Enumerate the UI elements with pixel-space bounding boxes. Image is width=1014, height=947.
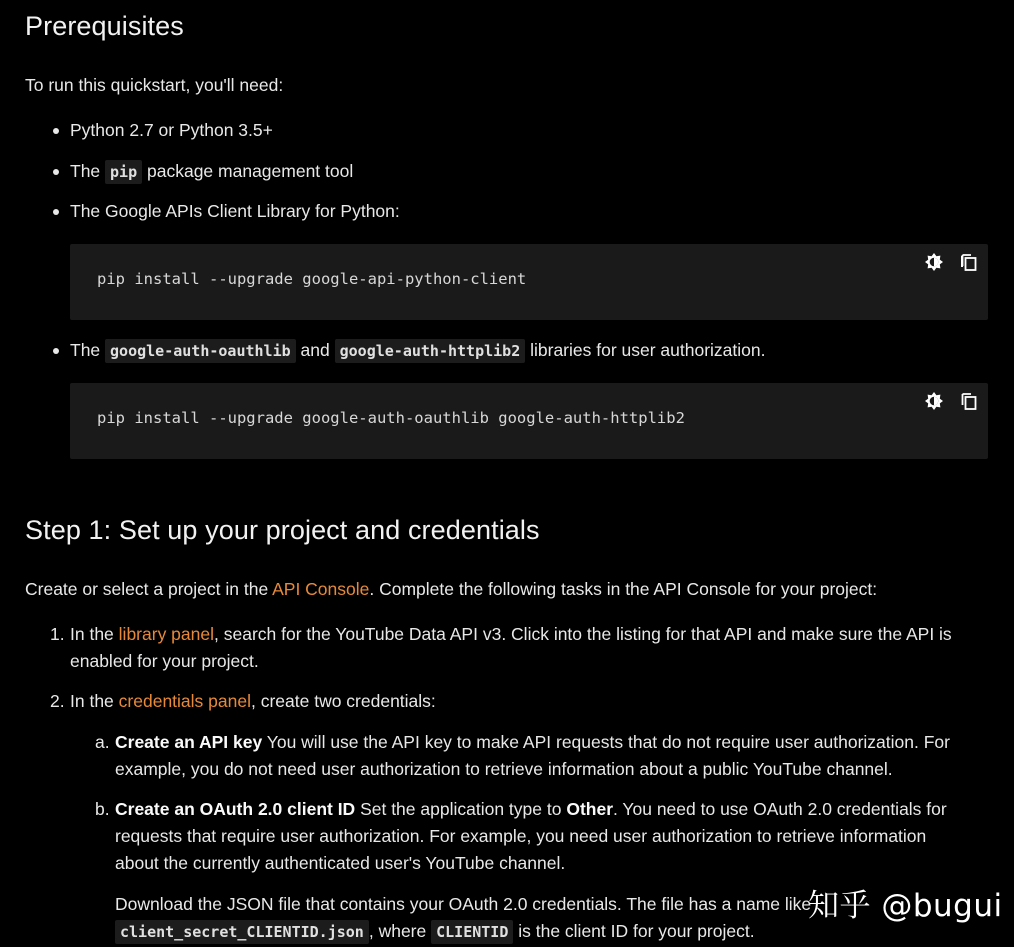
credentials-panel-link[interactable]: credentials panel bbox=[118, 691, 251, 711]
oauthlib-code: google-auth-oauthlib bbox=[105, 339, 296, 363]
client-secret-code: client_secret_CLIENTID.json bbox=[115, 920, 369, 944]
code-block-python-client bbox=[70, 244, 988, 320]
list-item: 2. In the credentials panel, create two credentials: bbox=[50, 691, 436, 711]
list-item: The google-auth-oauthlib and google-auth-httplib2 libraries for user authorization. bbox=[70, 337, 766, 365]
download-instructions: Download the JSON file that contains your OAuth 2.0 credentials. The file has a name like client_secret_CLIENTID.json , where CLIENTID is the client ID for your project. bbox=[115, 891, 815, 946]
copy-icon[interactable] bbox=[959, 391, 979, 411]
list-item: Python 2.7 or Python 3.5+ bbox=[70, 117, 273, 144]
prerequisites-heading: Prerequisites bbox=[25, 11, 184, 41]
httplib2-code: google-auth-httplib2 bbox=[335, 339, 526, 363]
clientid-code: CLIENTID bbox=[431, 920, 513, 944]
list-item: The pip package management tool bbox=[70, 158, 353, 186]
api-console-link[interactable]: API Console bbox=[272, 579, 370, 599]
step1-heading: Step 1: Set up your project and credentials bbox=[25, 515, 540, 545]
copy-icon[interactable] bbox=[959, 252, 979, 272]
theme-toggle-icon[interactable] bbox=[924, 252, 944, 272]
list-item: a. Create an API key You will use the API key to make API requests that do not require user authorization. For example, you do not need user authorization to retrieve information about a public YouTube channel. bbox=[95, 732, 950, 779]
code-block-auth-libs bbox=[70, 383, 988, 459]
library-panel-link[interactable]: library panel bbox=[118, 624, 214, 644]
list-item: b. Create an OAuth 2.0 client ID Set the application type to Other. You need to use OAuth 2.0 credentials for requests that require user authorization. For example, you need user authorization to retrieve information about the currently authenticated user's YouTube channel. bbox=[95, 799, 947, 873]
zhihu-watermark: 知乎 @bugui bbox=[808, 888, 1003, 924]
step1-intro: Create or select a project in the API Console. Complete the following tasks in the API Console for your project: bbox=[25, 579, 878, 599]
list-item: The Google APIs Client Library for Python: bbox=[70, 198, 400, 225]
code-text: pip install --upgrade google-api-python-client bbox=[97, 270, 527, 288]
theme-toggle-icon[interactable] bbox=[924, 391, 944, 411]
prereq-intro: To run this quickstart, you'll need: bbox=[25, 75, 284, 95]
code-text: pip install --upgrade google-auth-oauthlib google-auth-httplib2 bbox=[97, 409, 685, 427]
list-item: 1. In the library panel, search for the YouTube Data API v3. Click into the listing for that API and make sure the API is enabled for your project. bbox=[50, 624, 952, 671]
pip-code: pip bbox=[105, 160, 142, 184]
